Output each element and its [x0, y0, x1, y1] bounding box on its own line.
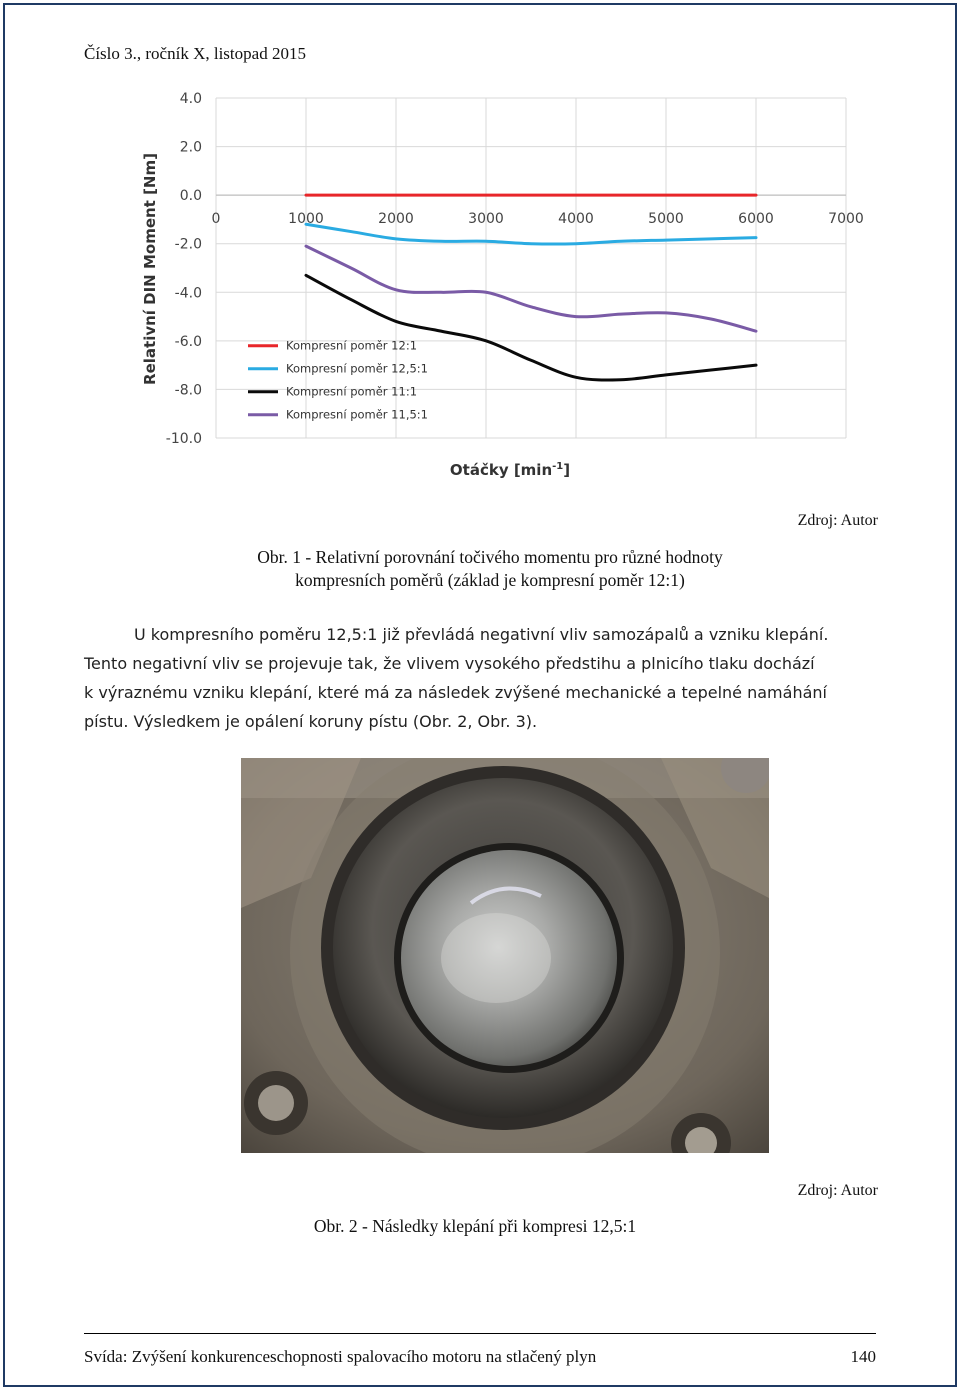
- y-tick-label: -6.0: [174, 333, 202, 350]
- series-line-4: [306, 246, 756, 331]
- figure1-caption: [180, 546, 800, 592]
- page-footer: [84, 1347, 876, 1367]
- y-axis-label: Relativní DIN Moment [Nm]: [141, 153, 159, 385]
- legend-label: Kompresní poměr 12:1: [286, 338, 418, 353]
- x-tick-label: 4000: [558, 211, 594, 228]
- x-tick-label: 5000: [648, 211, 684, 228]
- y-tick-label: -4.0: [174, 285, 202, 302]
- x-tick-label: 2000: [378, 211, 414, 228]
- x-tick-label: 7000: [828, 211, 864, 228]
- paragraph-line3: k výraznému vzniku klepání, které má za následek zvýšené mechanické a tepelné namáhání: [84, 683, 827, 702]
- figure1-caption-line2: kompresních poměrů (základ je kompresní poměr 12:1): [295, 570, 685, 590]
- y-tick-label: -8.0: [174, 382, 202, 399]
- page-number: 140: [850, 1347, 876, 1366]
- torque-chart: [130, 82, 870, 482]
- figure2-caption: Obr. 2 - Následky klepání při kompresi 12,5:1: [313, 1216, 637, 1236]
- chart-legend: [248, 339, 428, 422]
- issue-header: Číslo 3., ročník X, listopad 2015: [84, 44, 306, 63]
- y-tick-label: -2.0: [174, 236, 202, 253]
- y-tick-label: 2.0: [179, 139, 202, 156]
- y-tick-label: 4.0: [179, 91, 202, 107]
- footer-text: Svída: Zvýšení konkurenceschopnosti spalovacího motoru na stlačený plyn: [84, 1347, 597, 1366]
- paragraph-line4: pístu. Výsledkem je opálení koruny pístu (Obr. 2, Obr. 3).: [84, 712, 538, 731]
- legend-label: Kompresní poměr 11:1: [286, 384, 418, 399]
- piston-photo: [241, 758, 769, 1153]
- y-tick-label: 0.0: [179, 188, 202, 205]
- footer-rule: [84, 1333, 876, 1334]
- figure2-source: Zdroj: Autor: [797, 1182, 878, 1199]
- paragraph-line1: U kompresního poměru 12,5:1 již převládá negativní vliv samozápalů a vzniku klepání.: [134, 625, 829, 644]
- figure1-caption-line1: Obr. 1 - Relativní porovnání točivého momentu pro různé hodnoty: [257, 547, 723, 567]
- figure1-source: Zdroj: Autor: [797, 512, 878, 529]
- x-tick-label: 6000: [738, 211, 774, 228]
- y-tick-labels: [166, 91, 202, 447]
- x-tick-label: 0: [211, 211, 221, 228]
- series-line-2: [306, 224, 756, 244]
- x-axis-label: Otáčky $[\min^{-1}]$: [449, 461, 571, 479]
- x-tick-label: 3000: [468, 211, 504, 228]
- body-paragraph: [84, 620, 876, 736]
- x-tick-label: 1000: [288, 211, 324, 228]
- paragraph-line2: Tento negativní vliv se projevuje tak, že vlivem vysokého předstihu a plnicího tlaku dochází: [84, 654, 815, 673]
- legend-label: Kompresní poměr 11,5:1: [286, 407, 428, 422]
- legend-label: Kompresní poměr 12,5:1: [286, 361, 428, 376]
- y-tick-label: -10.0: [165, 431, 202, 447]
